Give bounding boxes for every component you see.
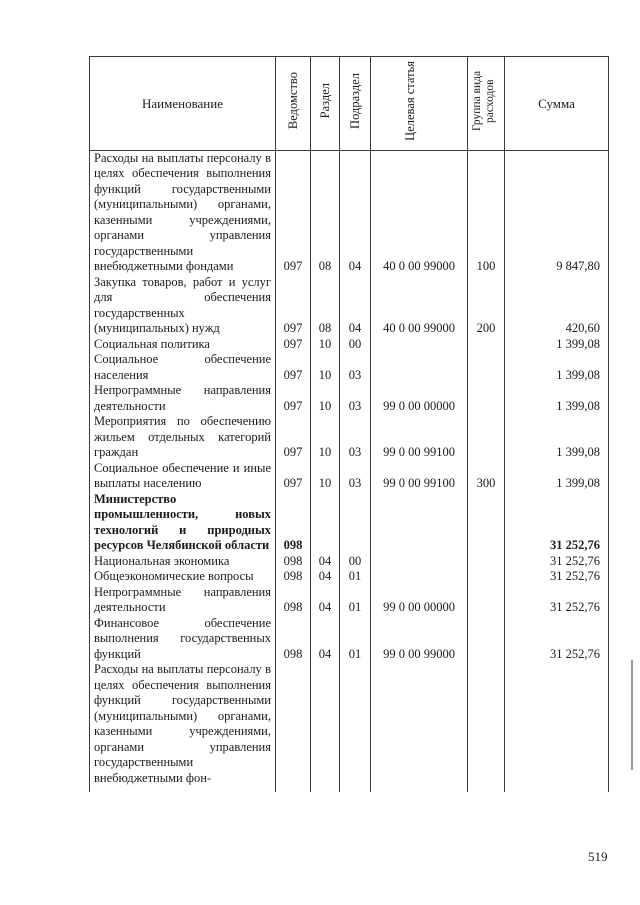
cell-vedomstvo: 098 xyxy=(276,554,311,570)
cell-razdel xyxy=(311,662,340,792)
cell-gruppa: 200 xyxy=(468,275,505,337)
table-row xyxy=(90,585,609,616)
header-vedomstvo-label: Ведомство xyxy=(285,72,300,130)
cell-summa: 31 252,76 xyxy=(505,554,609,570)
cell-podrazdel: 03 xyxy=(340,461,371,492)
table-row xyxy=(90,383,609,414)
cell-summa: 1 399,08 xyxy=(505,337,609,353)
cell-celevaya xyxy=(371,492,468,554)
cell-name: Общеэкономические вопросы xyxy=(90,569,276,585)
budget-table xyxy=(89,56,609,792)
cell-vedomstvo: 097 xyxy=(276,461,311,492)
cell-razdel: 10 xyxy=(311,461,340,492)
cell-name: Финансовое обеспечение выполнения государственных функций xyxy=(90,616,276,663)
table-row xyxy=(90,337,609,353)
cell-razdel: 04 xyxy=(311,569,340,585)
cell-podrazdel xyxy=(340,662,371,792)
cell-summa: 9 847,80 xyxy=(505,150,609,275)
table-row xyxy=(90,461,609,492)
cell-gruppa xyxy=(468,616,505,663)
header-celevaya-label: Целевая статья xyxy=(403,61,417,141)
cell-summa: 420,60 xyxy=(505,275,609,337)
cell-celevaya: 99 0 00 99100 xyxy=(371,414,468,461)
cell-celevaya: 99 0 00 99000 xyxy=(371,616,468,663)
cell-summa: 31 252,76 xyxy=(505,569,609,585)
cell-summa: 31 252,76 xyxy=(505,616,609,663)
cell-name: Непрограммные направления деятельности xyxy=(90,585,276,616)
cell-vedomstvo: 098 xyxy=(276,492,311,554)
cell-vedomstvo: 097 xyxy=(276,352,311,383)
cell-razdel: 08 xyxy=(311,150,340,275)
cell-razdel: 04 xyxy=(311,616,340,663)
cell-podrazdel: 03 xyxy=(340,383,371,414)
cell-razdel: 04 xyxy=(311,554,340,570)
header-row xyxy=(90,57,609,151)
cell-gruppa xyxy=(468,554,505,570)
table-row xyxy=(90,150,609,275)
cell-name: Расходы на выплаты персоналу в целях обеспечения выполнения функций государственными (муниципальными) органами, казенными учреждениями, органами управления государственными внебюджетными фон- xyxy=(90,662,276,792)
cell-podrazdel: 04 xyxy=(340,275,371,337)
cell-podrazdel: 03 xyxy=(340,414,371,461)
cell-name: Мероприятия по обеспечению жильем отдельных категорий граждан xyxy=(90,414,276,461)
cell-name: Социальная политика xyxy=(90,337,276,353)
cell-gruppa xyxy=(468,492,505,554)
cell-name: Закупка товаров, работ и услуг для обеспечения государственных (муниципальных) нужд xyxy=(90,275,276,337)
cell-summa xyxy=(505,662,609,792)
cell-summa: 31 252,76 xyxy=(505,585,609,616)
cell-vedomstvo: 098 xyxy=(276,569,311,585)
table-row xyxy=(90,492,609,554)
cell-gruppa xyxy=(468,337,505,353)
cell-vedomstvo: 097 xyxy=(276,150,311,275)
cell-razdel: 04 xyxy=(311,585,340,616)
header-podrazdel xyxy=(340,57,371,151)
header-name: Наименование xyxy=(90,57,276,151)
header-gruppa-label: Группа вида расходов xyxy=(471,70,496,132)
header-summa: Сумма xyxy=(505,57,609,151)
cell-vedomstvo: 097 xyxy=(276,383,311,414)
header-vedomstvo xyxy=(276,57,311,151)
cell-razdel: 10 xyxy=(311,337,340,353)
cell-celevaya: 99 0 00 99100 xyxy=(371,461,468,492)
cell-name: Непрограммные направления деятельности xyxy=(90,383,276,414)
cell-podrazdel: 01 xyxy=(340,616,371,663)
cell-gruppa xyxy=(468,352,505,383)
cell-podrazdel: 00 xyxy=(340,554,371,570)
page-number: 519 xyxy=(588,849,608,864)
cell-podrazdel: 03 xyxy=(340,352,371,383)
table-row xyxy=(90,569,609,585)
header-podrazdel-label: Подраздел xyxy=(347,73,362,129)
cell-vedomstvo: 097 xyxy=(276,337,311,353)
cell-name: Национальная экономика xyxy=(90,554,276,570)
cell-celevaya xyxy=(371,662,468,792)
cell-razdel: 10 xyxy=(311,383,340,414)
header-celevaya xyxy=(371,57,468,151)
cell-summa: 1 399,08 xyxy=(505,461,609,492)
cell-summa: 1 399,08 xyxy=(505,414,609,461)
cell-summa: 1 399,08 xyxy=(505,352,609,383)
cell-name: Социальное обеспечение населения xyxy=(90,352,276,383)
cell-vedomstvo: 098 xyxy=(276,616,311,663)
cell-gruppa xyxy=(468,383,505,414)
table-row xyxy=(90,662,609,792)
cell-razdel: 10 xyxy=(311,414,340,461)
cell-vedomstvo xyxy=(276,662,311,792)
cell-podrazdel: 00 xyxy=(340,337,371,353)
cell-gruppa xyxy=(468,414,505,461)
cell-celevaya: 99 0 00 00000 xyxy=(371,585,468,616)
cell-gruppa xyxy=(468,569,505,585)
cell-razdel xyxy=(311,492,340,554)
cell-summa: 31 252,76 xyxy=(505,492,609,554)
table-row xyxy=(90,616,609,663)
table-row xyxy=(90,275,609,337)
cell-celevaya xyxy=(371,554,468,570)
cell-celevaya: 40 0 00 99000 xyxy=(371,275,468,337)
cell-podrazdel: 04 xyxy=(340,150,371,275)
cell-podrazdel: 01 xyxy=(340,585,371,616)
header-razdel xyxy=(311,57,340,151)
cell-vedomstvo: 097 xyxy=(276,414,311,461)
cell-razdel: 10 xyxy=(311,352,340,383)
cell-celevaya xyxy=(371,352,468,383)
cell-name: Расходы на выплаты персоналу в целях обеспечения выполнения функций государственными (муниципальными) органами, казенными учреждениями, органами управления государственными внебюджетными фондами xyxy=(90,150,276,275)
cell-celevaya xyxy=(371,569,468,585)
cell-summa: 1 399,08 xyxy=(505,383,609,414)
table-row xyxy=(90,414,609,461)
cell-razdel: 08 xyxy=(311,275,340,337)
cell-gruppa xyxy=(468,662,505,792)
cell-gruppa: 300 xyxy=(468,461,505,492)
table-row xyxy=(90,352,609,383)
cell-gruppa: 100 xyxy=(468,150,505,275)
cell-celevaya: 40 0 00 99000 xyxy=(371,150,468,275)
cell-name: Социальное обеспечение и иные выплаты населению xyxy=(90,461,276,492)
header-gruppa xyxy=(468,57,505,151)
cell-podrazdel xyxy=(340,492,371,554)
cell-gruppa xyxy=(468,585,505,616)
cell-celevaya xyxy=(371,337,468,353)
cell-podrazdel: 01 xyxy=(340,569,371,585)
scan-edge-mark xyxy=(631,660,633,770)
header-razdel-label: Раздел xyxy=(317,83,332,119)
table-row xyxy=(90,554,609,570)
cell-vedomstvo: 097 xyxy=(276,275,311,337)
cell-celevaya: 99 0 00 00000 xyxy=(371,383,468,414)
cell-vedomstvo: 098 xyxy=(276,585,311,616)
cell-name: Министерство промышленности, новых технологий и природных ресурсов Челябинской области xyxy=(90,492,276,554)
